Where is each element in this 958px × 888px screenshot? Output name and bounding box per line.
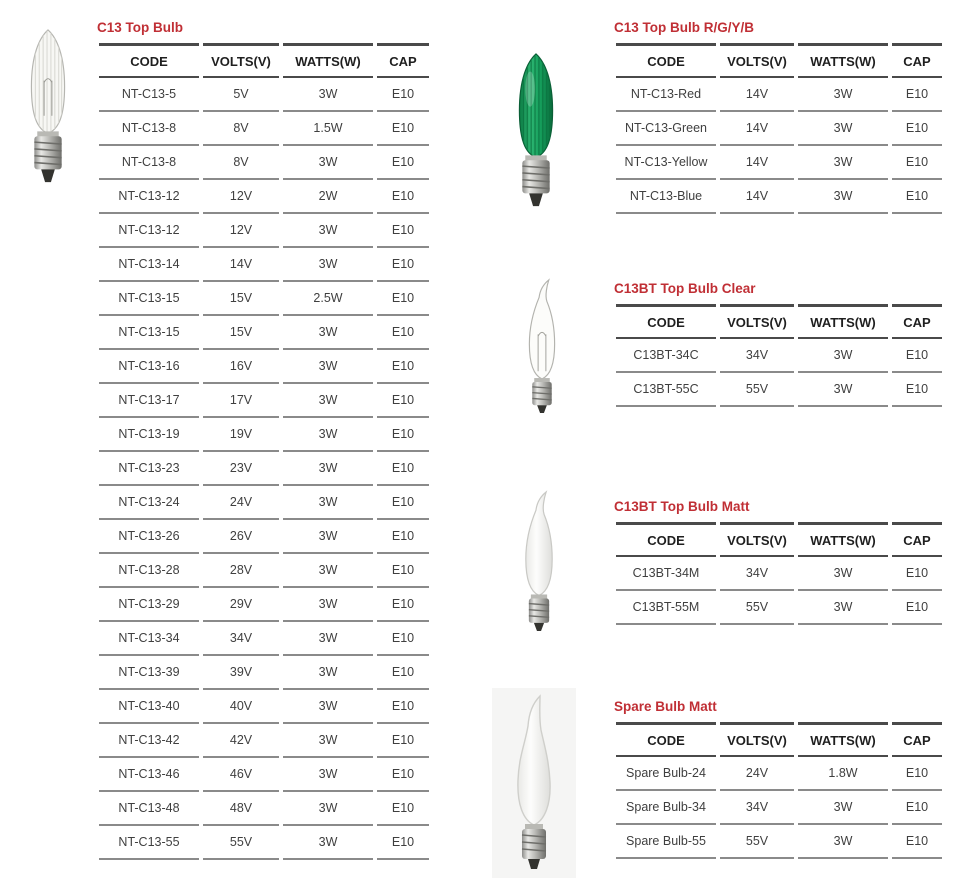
- table-cell: NT-C13-14: [99, 248, 199, 282]
- table-cell: 24V: [720, 757, 794, 791]
- table-cell: 23V: [203, 452, 279, 486]
- table-header-row: [616, 43, 942, 78]
- table-cell: E10: [377, 112, 429, 146]
- column-header-cap: CAP: [377, 43, 429, 78]
- spec-table-c13-top-bulb: [95, 43, 433, 860]
- table-row: [99, 656, 429, 690]
- column-header-watts: WATTS(W): [283, 43, 373, 78]
- table-cell: 3W: [283, 78, 373, 112]
- table-cell: 42V: [203, 724, 279, 758]
- column-header-watts: WATTS(W): [798, 43, 888, 78]
- table-cell: 3W: [283, 826, 373, 860]
- table-row: [99, 180, 429, 214]
- table-cell: 3W: [283, 316, 373, 350]
- table-cell: 46V: [203, 758, 279, 792]
- table-cell: 14V: [720, 146, 794, 180]
- column-header-cap: CAP: [892, 522, 942, 557]
- table-cell: E10: [377, 758, 429, 792]
- table-row: [616, 78, 942, 112]
- table-cell: NT-C13-24: [99, 486, 199, 520]
- column-header-watts: WATTS(W): [798, 722, 888, 757]
- table-cell: 3W: [798, 146, 888, 180]
- table-cell: 48V: [203, 792, 279, 826]
- spare-matt-flame-tip-bulb-image: [492, 688, 576, 878]
- column-header-watts: WATTS(W): [798, 522, 888, 557]
- table-cell: 3W: [283, 146, 373, 180]
- table-cell: NT-C13-Red: [616, 78, 716, 112]
- table-row: [99, 826, 429, 860]
- table-cell: E10: [377, 248, 429, 282]
- table-row: [99, 486, 429, 520]
- table-cell: 3W: [283, 384, 373, 418]
- table-cell: 3W: [283, 758, 373, 792]
- table-cell: E10: [377, 622, 429, 656]
- table-cell: E10: [892, 339, 942, 373]
- table-cell: E10: [892, 757, 942, 791]
- table-cell: E10: [377, 350, 429, 384]
- table-row: [616, 339, 942, 373]
- c13bt-matt-flame-tip-bulb-image: [510, 490, 568, 632]
- table-cell: 1.5W: [283, 112, 373, 146]
- table-cell: E10: [377, 724, 429, 758]
- table-cell: E10: [377, 792, 429, 826]
- table-cell: NT-C13-17: [99, 384, 199, 418]
- spec-table-c13-rgyb: [612, 43, 946, 214]
- section-title: C13BT Top Bulb Matt: [614, 499, 750, 514]
- column-header-volts: VOLTS(V): [720, 522, 794, 557]
- table-cell: E10: [892, 78, 942, 112]
- table-cell: E10: [377, 690, 429, 724]
- table-cell: NT-C13-46: [99, 758, 199, 792]
- table-header-row: [99, 43, 429, 78]
- column-header-volts: VOLTS(V): [720, 722, 794, 757]
- table-cell: 3W: [798, 825, 888, 859]
- section-spare-bulb-matt: [612, 699, 946, 859]
- table-cell: E10: [892, 825, 942, 859]
- column-header-watts: WATTS(W): [798, 304, 888, 339]
- table-cell: E10: [377, 486, 429, 520]
- c13bt-clear-flame-tip-bulb-image: [516, 278, 568, 414]
- table-cell: 34V: [203, 622, 279, 656]
- table-row: [99, 588, 429, 622]
- table-cell: 29V: [203, 588, 279, 622]
- column-header-cap: CAP: [892, 722, 942, 757]
- table-cell: E10: [377, 452, 429, 486]
- table-row: [616, 757, 942, 791]
- table-cell: 15V: [203, 316, 279, 350]
- table-cell: NT-C13-12: [99, 180, 199, 214]
- table-cell: E10: [377, 146, 429, 180]
- section-title: C13 Top Bulb R/G/Y/B: [614, 20, 755, 35]
- table-cell: Spare Bulb-55: [616, 825, 716, 859]
- table-cell: 15V: [203, 282, 279, 316]
- table-cell: 3W: [283, 418, 373, 452]
- column-header-code: CODE: [99, 43, 199, 78]
- table-cell: Spare Bulb-24: [616, 757, 716, 791]
- column-header-code: CODE: [616, 43, 716, 78]
- table-cell: 3W: [283, 622, 373, 656]
- section-c13bt-top-bulb-clear: [612, 281, 946, 407]
- table-row: [616, 180, 942, 214]
- table-cell: 3W: [283, 792, 373, 826]
- table-cell: E10: [377, 554, 429, 588]
- table-row: [99, 78, 429, 112]
- table-cell: NT-C13-23: [99, 452, 199, 486]
- section-title: C13BT Top Bulb Clear: [614, 281, 756, 296]
- spec-table-c13bt-matt: [612, 522, 946, 625]
- table-cell: Spare Bulb-34: [616, 791, 716, 825]
- table-cell: NT-C13-5: [99, 78, 199, 112]
- table-cell: 14V: [720, 78, 794, 112]
- table-row: [616, 591, 942, 625]
- column-header-code: CODE: [616, 522, 716, 557]
- table-cell: 3W: [798, 591, 888, 625]
- table-cell: 55V: [203, 826, 279, 860]
- table-cell: E10: [377, 656, 429, 690]
- table-cell: E10: [377, 316, 429, 350]
- table-cell: 28V: [203, 554, 279, 588]
- table-row: [99, 690, 429, 724]
- table-cell: C13BT-55M: [616, 591, 716, 625]
- table-cell: 3W: [283, 690, 373, 724]
- table-cell: NT-C13-19: [99, 418, 199, 452]
- section-c13-top-bulb-rgyb: [612, 20, 946, 214]
- table-cell: 3W: [283, 350, 373, 384]
- spec-table-c13bt-clear: [612, 304, 946, 407]
- table-cell: NT-C13-15: [99, 282, 199, 316]
- table-row: [616, 112, 942, 146]
- table-cell: 55V: [720, 373, 794, 407]
- column-header-cap: CAP: [892, 304, 942, 339]
- table-row: [99, 758, 429, 792]
- table-cell: E10: [377, 418, 429, 452]
- table-cell: E10: [892, 180, 942, 214]
- table-cell: NT-C13-29: [99, 588, 199, 622]
- c13-green-ribbed-candle-bulb-image: [504, 50, 568, 210]
- table-cell: 14V: [203, 248, 279, 282]
- table-cell: E10: [377, 180, 429, 214]
- table-header-row: [616, 722, 942, 757]
- table-cell: E10: [892, 146, 942, 180]
- table-cell: 3W: [283, 588, 373, 622]
- table-cell: 12V: [203, 214, 279, 248]
- table-cell: 3W: [798, 373, 888, 407]
- table-cell: NT-C13-55: [99, 826, 199, 860]
- table-cell: NT-C13-28: [99, 554, 199, 588]
- section-title: Spare Bulb Matt: [614, 699, 717, 714]
- table-cell: C13BT-55C: [616, 373, 716, 407]
- table-row: [99, 316, 429, 350]
- table-cell: E10: [892, 557, 942, 591]
- table-cell: 14V: [720, 112, 794, 146]
- table-row: [99, 146, 429, 180]
- table-cell: 5V: [203, 78, 279, 112]
- table-header-row: [616, 522, 942, 557]
- table-cell: 3W: [283, 452, 373, 486]
- table-row: [99, 554, 429, 588]
- column-header-volts: VOLTS(V): [720, 43, 794, 78]
- c13-clear-ribbed-candle-bulb-image: [10, 26, 86, 186]
- table-cell: 55V: [720, 591, 794, 625]
- table-cell: 3W: [283, 656, 373, 690]
- table-row: [616, 825, 942, 859]
- table-cell: 3W: [798, 180, 888, 214]
- table-cell: 40V: [203, 690, 279, 724]
- table-cell: E10: [377, 282, 429, 316]
- column-header-cap: CAP: [892, 43, 942, 78]
- table-cell: NT-C13-39: [99, 656, 199, 690]
- table-cell: 3W: [798, 78, 888, 112]
- table-cell: E10: [892, 791, 942, 825]
- table-cell: 3W: [283, 486, 373, 520]
- table-row: [616, 557, 942, 591]
- table-cell: E10: [892, 112, 942, 146]
- table-cell: 2.5W: [283, 282, 373, 316]
- table-cell: 24V: [203, 486, 279, 520]
- table-cell: NT-C13-15: [99, 316, 199, 350]
- table-cell: 34V: [720, 339, 794, 373]
- table-cell: NT-C13-12: [99, 214, 199, 248]
- table-cell: 39V: [203, 656, 279, 690]
- table-header-row: [616, 304, 942, 339]
- table-cell: 3W: [283, 520, 373, 554]
- table-row: [99, 520, 429, 554]
- table-row: [99, 248, 429, 282]
- table-cell: NT-C13-Yellow: [616, 146, 716, 180]
- column-header-code: CODE: [616, 304, 716, 339]
- table-cell: NT-C13-8: [99, 146, 199, 180]
- table-cell: E10: [377, 214, 429, 248]
- table-cell: E10: [377, 384, 429, 418]
- table-cell: NT-C13-26: [99, 520, 199, 554]
- table-row: [616, 373, 942, 407]
- table-cell: 55V: [720, 825, 794, 859]
- table-row: [99, 350, 429, 384]
- table-cell: 16V: [203, 350, 279, 384]
- table-cell: NT-C13-40: [99, 690, 199, 724]
- section-c13bt-top-bulb-matt: [612, 499, 946, 625]
- table-cell: NT-C13-Green: [616, 112, 716, 146]
- spec-table-spare-matt: [612, 722, 946, 859]
- table-row: [99, 282, 429, 316]
- column-header-code: CODE: [616, 722, 716, 757]
- table-cell: 3W: [283, 724, 373, 758]
- table-cell: E10: [892, 373, 942, 407]
- table-cell: E10: [377, 520, 429, 554]
- table-row: [99, 724, 429, 758]
- table-cell: E10: [377, 826, 429, 860]
- table-row: [616, 791, 942, 825]
- section-c13-top-bulb: [95, 20, 433, 860]
- table-cell: 3W: [283, 214, 373, 248]
- table-cell: 1.8W: [798, 757, 888, 791]
- table-cell: 2W: [283, 180, 373, 214]
- table-cell: 12V: [203, 180, 279, 214]
- table-cell: 17V: [203, 384, 279, 418]
- column-header-volts: VOLTS(V): [203, 43, 279, 78]
- table-cell: C13BT-34M: [616, 557, 716, 591]
- table-cell: NT-C13-Blue: [616, 180, 716, 214]
- table-cell: 3W: [283, 554, 373, 588]
- table-cell: E10: [892, 591, 942, 625]
- table-row: [99, 452, 429, 486]
- table-cell: NT-C13-16: [99, 350, 199, 384]
- table-row: [99, 384, 429, 418]
- table-row: [99, 214, 429, 248]
- table-row: [99, 418, 429, 452]
- table-cell: NT-C13-34: [99, 622, 199, 656]
- column-header-volts: VOLTS(V): [720, 304, 794, 339]
- table-cell: C13BT-34C: [616, 339, 716, 373]
- table-cell: E10: [377, 588, 429, 622]
- table-cell: 3W: [798, 557, 888, 591]
- table-cell: 3W: [798, 339, 888, 373]
- table-cell: NT-C13-48: [99, 792, 199, 826]
- table-cell: NT-C13-42: [99, 724, 199, 758]
- table-row: [616, 146, 942, 180]
- table-row: [99, 622, 429, 656]
- table-cell: 26V: [203, 520, 279, 554]
- section-title: C13 Top Bulb: [97, 20, 183, 35]
- table-row: [99, 792, 429, 826]
- table-cell: 34V: [720, 791, 794, 825]
- table-cell: 3W: [798, 791, 888, 825]
- table-cell: 3W: [798, 112, 888, 146]
- table-cell: 8V: [203, 146, 279, 180]
- table-cell: 14V: [720, 180, 794, 214]
- table-cell: 8V: [203, 112, 279, 146]
- table-cell: E10: [377, 78, 429, 112]
- table-row: [99, 112, 429, 146]
- table-cell: 19V: [203, 418, 279, 452]
- table-cell: NT-C13-8: [99, 112, 199, 146]
- table-cell: 34V: [720, 557, 794, 591]
- table-cell: 3W: [283, 248, 373, 282]
